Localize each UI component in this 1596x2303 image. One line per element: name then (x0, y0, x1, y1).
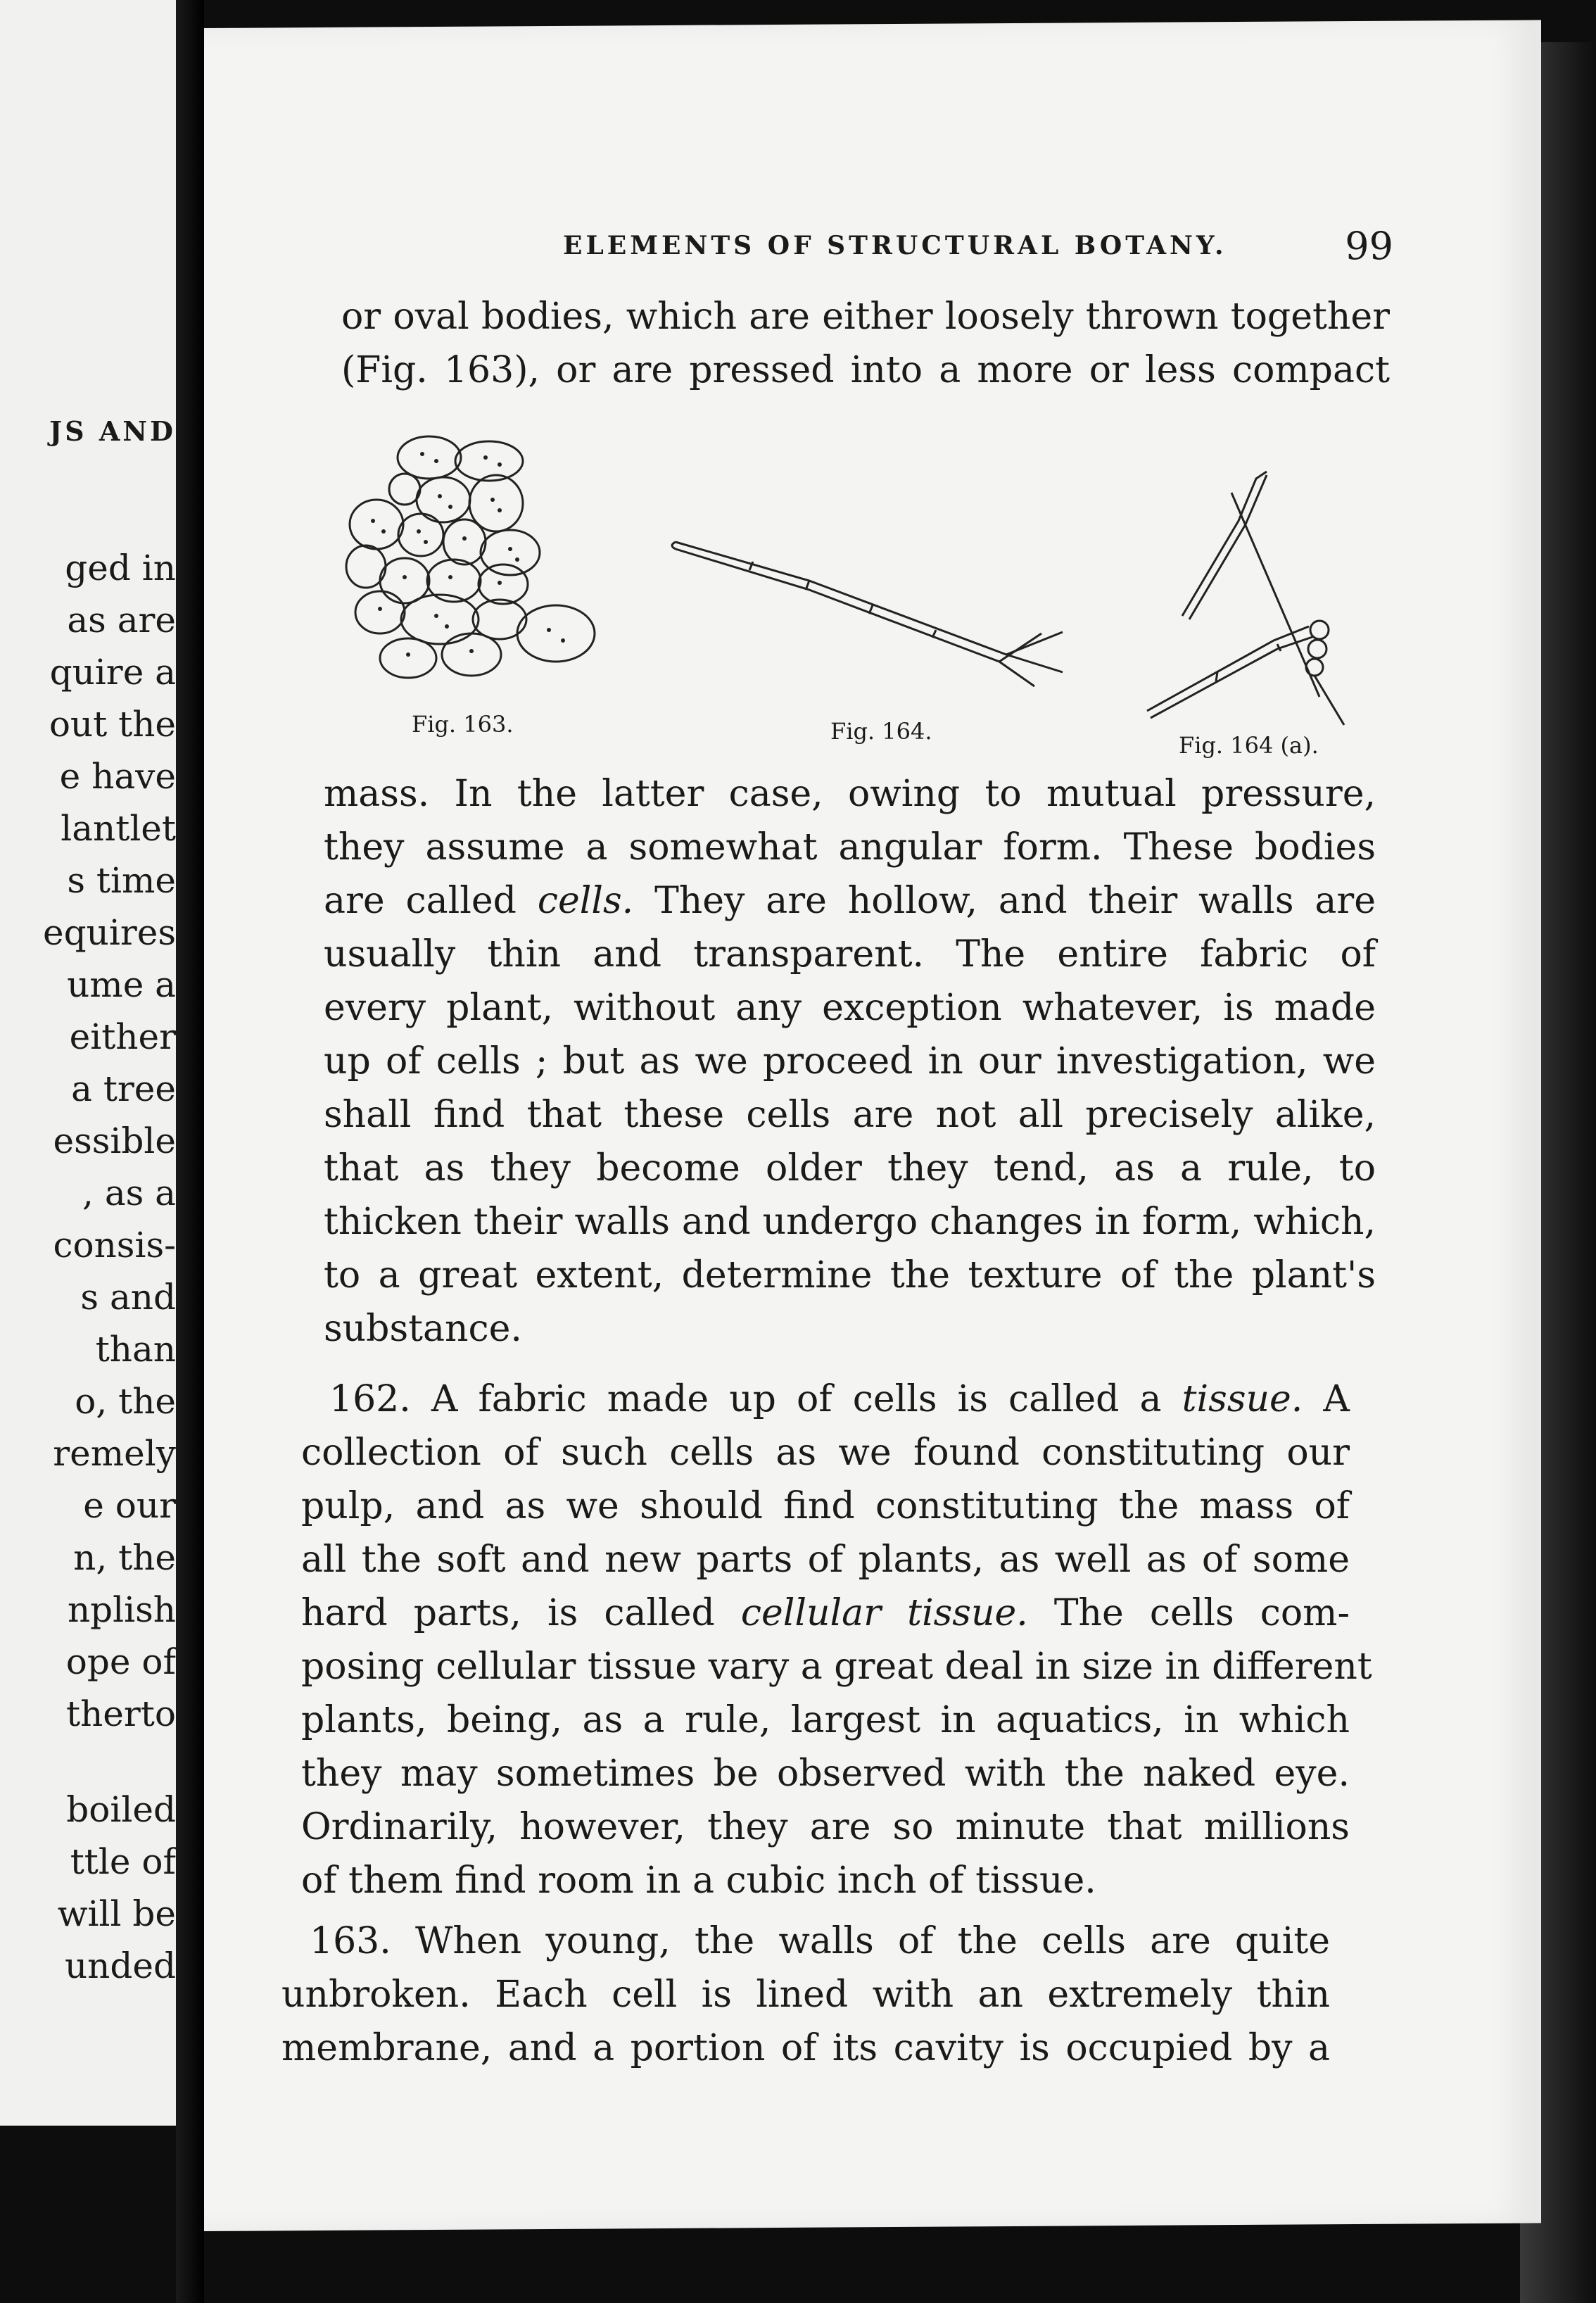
left-page-line: a tree (71, 1068, 176, 1109)
text-segment: are called (324, 880, 538, 922)
left-page-header: JS AND (49, 415, 176, 447)
left-page-line: unded (64, 1945, 176, 1986)
left-page-line: ttle of (70, 1841, 176, 1882)
page-spine (176, 0, 204, 2303)
text-segment: hard parts, is called (301, 1592, 741, 1634)
text-line: (Fig. 163), or are pressed into a more or less compact (341, 349, 1390, 391)
text-line: unbroken. Each cell is lined with an extremely thin (281, 1974, 1330, 2016)
text-segment: The cells com- (1027, 1592, 1350, 1634)
text-line: all the soft and new parts of plants, as well as of some (301, 1539, 1350, 1581)
left-page-line: as are (67, 600, 176, 641)
fig-163-cellular-tissue-illustration (338, 422, 619, 704)
text-segment: They are hollow, and their walls are (633, 880, 1376, 922)
text-line: 163. When young, the walls of the cells are quite (310, 1920, 1330, 1962)
left-page-line: e have (59, 756, 176, 797)
text-line (301, 1586, 1350, 1640)
left-page-line: boiled (66, 1789, 176, 1830)
figures (338, 422, 1393, 774)
left-page-line: ume a (67, 964, 176, 1005)
text-line: every plant, without any exception whatever, is made (324, 987, 1376, 1029)
text-line: of them find room in a cubic inch of tissue. (301, 1860, 1096, 1902)
text-line: thicken their walls and undergo changes in form, which, (324, 1201, 1376, 1243)
left-page-line: , as a (82, 1173, 176, 1213)
paragraph-162 (301, 1373, 1372, 1907)
text-line: membrane, and a portion of its cavity is occupied by a (281, 2027, 1330, 2069)
paragraph-continuation-top (341, 290, 1390, 397)
left-page-gap (0, 1740, 176, 1784)
left-page-line: therto (66, 1693, 176, 1734)
fig-164a-caption: Fig. 164 (a). (1179, 732, 1319, 759)
left-page-line: will be (57, 1893, 176, 1934)
text-line: to a great extent, determine the texture of the plant's (324, 1254, 1376, 1296)
fig-164a-branching-illustration (1133, 465, 1386, 732)
text-line: posing cellular tissue vary a great deal in size in different (301, 1646, 1372, 1688)
fig-164-caption: Fig. 164. (830, 718, 932, 745)
text-line: up of cells ; but as we proceed in our investigation, we (324, 1040, 1376, 1083)
italic-term: tissue. (1182, 1378, 1303, 1420)
text-line: that as they become older they tend, as a rule, to (324, 1147, 1376, 1190)
page-number: 99 (1345, 224, 1393, 268)
running-head-title: ELEMENTS OF STRUCTURAL BOTANY. (563, 231, 1227, 260)
left-page-line: o, the (75, 1381, 176, 1422)
left-page-line: nplish (67, 1589, 176, 1630)
text-line: substance. (324, 1308, 522, 1350)
text-line: shall find that these cells are not all precisely alike, (324, 1094, 1376, 1136)
text-line (324, 874, 1376, 928)
text-segment: A (1303, 1378, 1350, 1420)
left-page-line: than (95, 1329, 176, 1370)
text-line: mass. In the latter case, owing to mutual pressure, (324, 773, 1376, 815)
left-page-line: quire a (49, 652, 176, 693)
left-page (0, 0, 178, 2126)
text-line: collection of such cells as we found constituting our (301, 1432, 1350, 1474)
fig-163-caption: Fig. 163. (412, 711, 514, 738)
left-page-line: s time (67, 860, 176, 901)
left-page-line: e our (83, 1485, 176, 1526)
text-segment: 162. A fabric made up of cells is called a (329, 1378, 1182, 1420)
text-line: Ordinarily, however, they are so minute that millions (301, 1806, 1350, 1848)
italic-term: cells. (537, 880, 634, 922)
left-page-line: lantlet (61, 808, 176, 849)
left-page-line: equires (43, 912, 176, 953)
text-line: they may sometimes be observed with the naked eye. (301, 1753, 1350, 1795)
left-page-line: ope of (65, 1641, 176, 1682)
left-page-line: s and (80, 1277, 176, 1318)
left-page-text (0, 542, 176, 1992)
text-line: plants, being, as a rule, largest in aquatics, in which (301, 1699, 1350, 1741)
text-line (301, 1373, 1350, 1426)
left-page-line: consis- (53, 1225, 176, 1266)
left-page-line: either (69, 1016, 176, 1057)
text-line: usually thin and transparent. The entire fabric of (324, 933, 1376, 976)
italic-term: cellular tissue. (740, 1592, 1028, 1634)
paragraph-163 (281, 1914, 1330, 2075)
text-line: they assume a somewhat angular form. These bodies (324, 826, 1376, 869)
left-page-line: n, the (73, 1537, 176, 1578)
left-page-line: remely (53, 1433, 176, 1474)
paragraph-cells (324, 767, 1376, 1356)
fig-164-filament-illustration (669, 528, 1091, 704)
left-page-line: ged in (65, 548, 176, 588)
left-page-line: essible (53, 1121, 176, 1161)
text-line: pulp, and as we should find constituting the mass of (301, 1485, 1350, 1527)
left-page-line: out the (49, 704, 176, 745)
text-line: or oval bodies, which are either loosely thrown together (341, 296, 1390, 338)
